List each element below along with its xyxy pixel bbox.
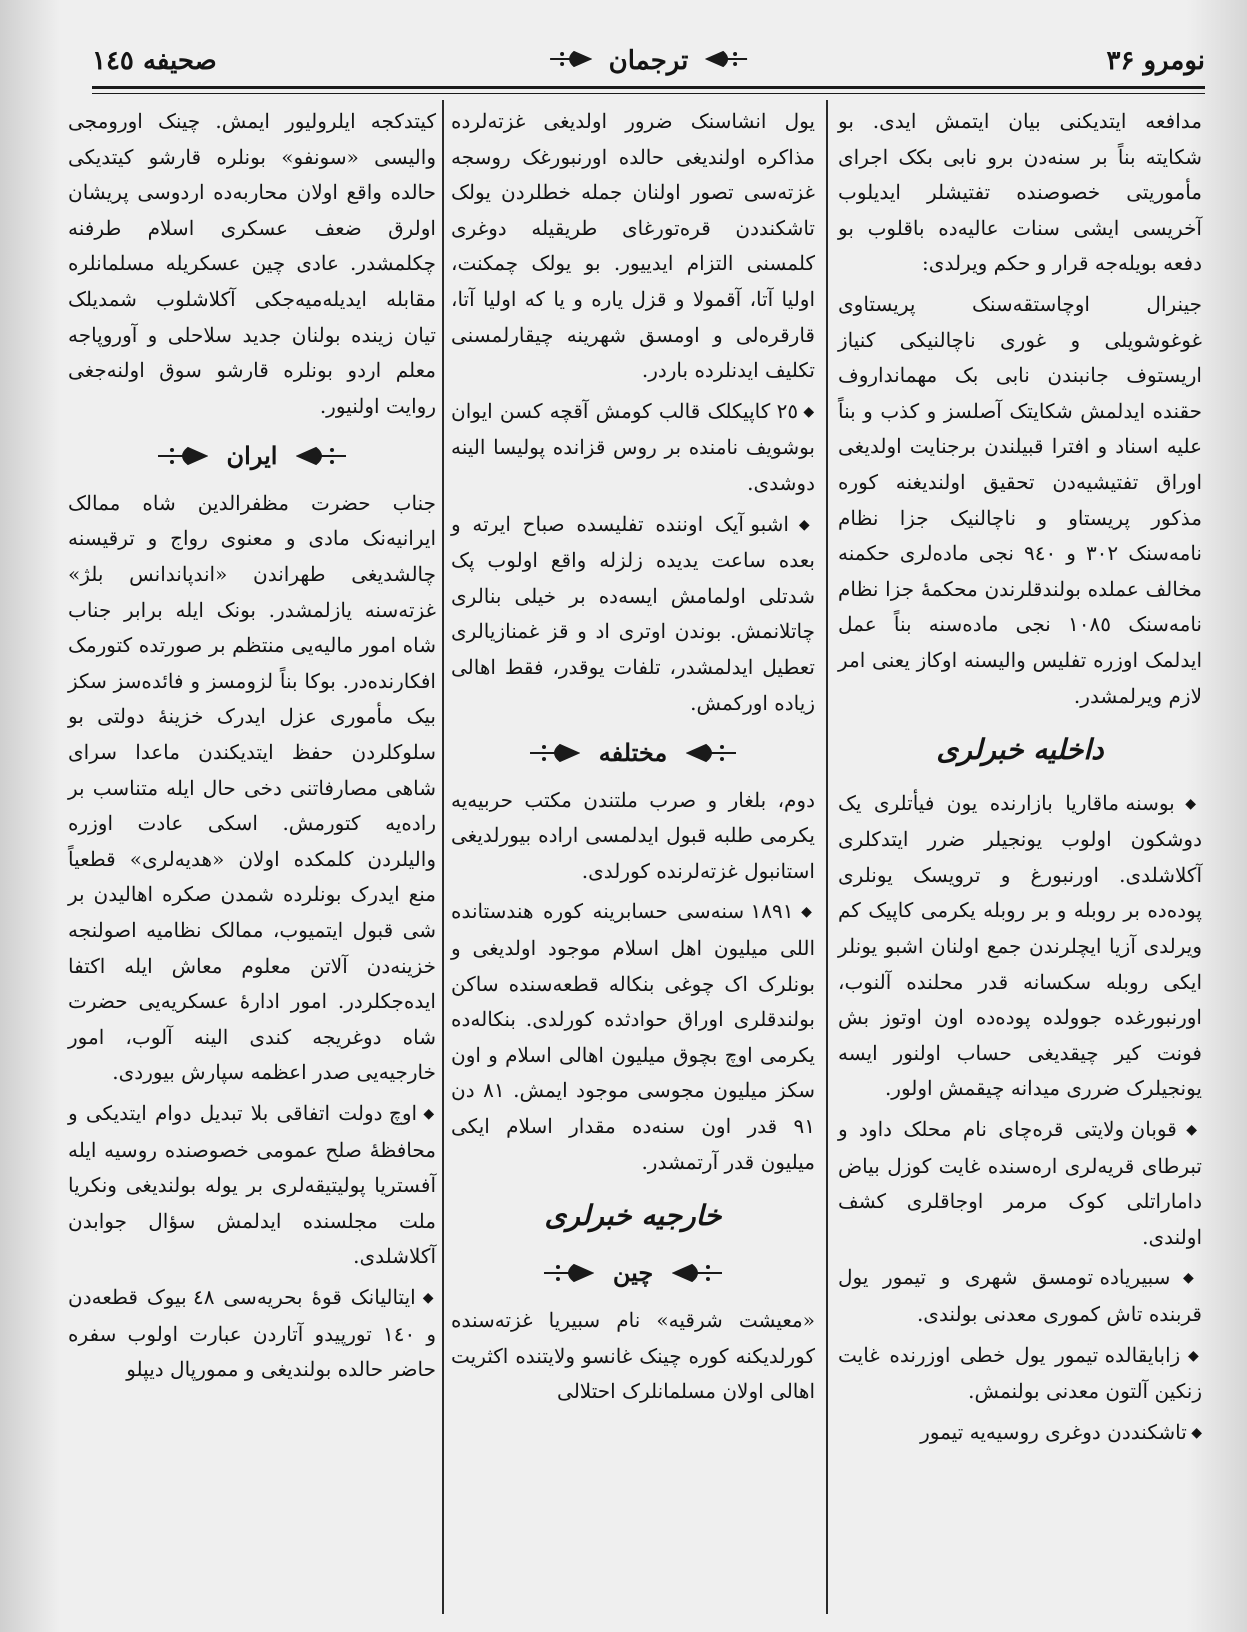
section-title: ایران [226,440,278,470]
column-right [838,104,1202,1456]
issue-number: نومرو ۳۶ [1106,46,1205,76]
news-item: ◆ ۱۸۹۱ سنه‌سی حسابرینه کوره هندستانده اللی میلیون اهل اسلام موجود اولدیغی و بونلرک اک چوغی بنکاله قطعه‌سنده ساکن بولندقلری اوراق حوادثده کورلدی. بنکاله‌ده یکرمی اوچ بچوق میلیون اهالی اسلام و اون سکز میلیون مجوسی موجود ایمش. ۸۱ دن ۹۱ قدر اون سنه‌ده مقدار اسلام ایکی میلیون قدر آرتمشدر. [451,894,815,1180]
column-left [68,104,436,1393]
section-heading-iran [68,434,436,476]
news-item: ◆ سبیریاده تومسق شهری و تیمور یول قربنده تاش کموری معدنی بولندی. [838,1260,1202,1332]
news-item: ◆ تاشکنددن دوغری روسیه‌یه تیمور [838,1415,1202,1452]
article-paragraph: یول انشاسنک ضرور اولدیغی غزته‌لرده مذاکره اولندیغی حالده اورنبورغک روسجه غزته‌سی تصور اولنان جمله خطلردن یولک تاشکنددن قره‌تورغای طریقیله دوغری کلمسنی التزام ایدییور. بو یولک چمکنت، اولیا آتا، آقمولا و قزل یاره و یا که اولیا آتا، قارقره‌لی و اومسق شهرینه چیقارلمسنی تکلیف ایدنلرده باردر. [451,109,815,383]
section-title: خارجیه خبرلری [544,1198,722,1232]
article-paragraph: «معیشت شرقیه» نام سبیریا غزته‌سنده کورلدیکنه کوره چینک غانسو ولایتنده اکثریت اهالی اولان مسلمانلرک احتلالی [451,1308,815,1404]
page-edge-shadow-left [0,0,60,1632]
ornament-flourish-icon [156,445,208,467]
ornament-flourish-icon [542,1262,594,1284]
article-paragraph: کیتدکجه ایلرولیور ایمش. چینک اورومجی والیسی «سونفو» بونلره قارشو کیتدیکی حالده واقع اولان محاربه‌ده اردوسی پریشان اولرق ضعف عسکری اسلام طرفنه چکلمشدر. عادی چین عسکریله مسلمانلره مقابله ایدیله‌میه‌جکی آکلاشلوب شمدیلک تیان زینده بولنان جدید سلاحلی و آوروپاجه معلم اردو بونلره قارشو سوق اولنه‌جغی روایت اولنیور. [68,109,436,418]
section-heading-china [451,1252,815,1294]
ornament-flourish-icon [528,742,580,764]
page-number: صحیفه ۱٤٥ [92,46,217,76]
masthead-text: ترجمان [608,46,689,76]
news-item: ◆ ۲٥ کاپیکلک قالب کومش آقچه کسن ایوان بوشویف نامنده بر روس قزانده پولیسا الینه دوشدی. [451,394,815,502]
news-item: ◆ اشبو آیک اوننده تفلیسده صباح ایرته و بعده ساعت یدیده زلزله واقع اولوب پک شدتلی اولمامش ایسه‌ده بر خیلی بنالری چاتلانمش. بوندن اوتری اد و قز غمنازیالری تعطیل ایدلمشدر، تلفات یوقدر، فقط اهالی زیاده اورکمش. [451,507,815,722]
ornament-flourish-icon [686,742,738,764]
article-paragraph: جناب حضرت مظفرالدین شاه ممالک ایرانیه‌نک مادی و معنوی رواج و ترقیسنه چالشدیغی طهراندن «اندپاندانس بلژ» غزته‌سنه یازلمشدر. بونک ایله برابر جناب شاه امور مالیه‌یی منتظم بر صورتده کتورمک افکارنده‌در. بوکا بناً لزومسز و فائده‌سز سکز بیک مأموری عزل ایدرک خزینهٔ دولتی بو سلوکلردن حفظ ایتدیکندن ماعدا سرای شاهی مصارفاتنی دخی حال ایله متناسب بر راده‌یه کتورمش. اسکی عادت اوزره والیلردن کلمکده اولان «هدیه‌لری» قطعیاً منع ایدرک بونلرده شمدن صکره اهالیدن بر شی قبول ایتمیوب، ممالک نظامیه اصولنجه خزینه‌دن آلاتن معلوم معاش ایله اکتفا ایده‌جکلردر. امور ادارهٔ عسکریه‌یی حضرت شاه دوغریجه کندی الینه آلوب، امور خارجیه‌یی صدر اعظمه سپارش بیوردی. [68,490,436,1085]
article-paragraph: دوم، بلغار و صرب ملتندن مکتب حربیه‌یه یکرمی طلبه قبول ایدلمسی اراده بیورلدیغی استانبول غزته‌لرنده کورلدی. [451,787,815,883]
ornament-flourish-icon [705,45,749,79]
ornament-flourish-icon [672,1262,724,1284]
news-item: ◆ ایتالیانک قوهٔ بحریه‌سی ٤۸ بیوک قطعه‌دن و ۱٤۰ تورپیدو آتاردن عبارت اولوب سفره حاضر حالده بولندیغی و ممورپال دیپلو [68,1280,436,1388]
section-title: داخلیه خبرلری [936,732,1104,766]
column-divider [442,100,444,1614]
ornament-flourish-icon [296,445,348,467]
header-rule [92,86,1205,94]
section-heading-miscellaneous [451,731,815,773]
masthead-title [548,44,750,79]
page-header [92,40,1205,88]
news-item: ◆ قوبان ولایتی قره‌چای نام محلک داود و تبرطای قریه‌لری اره‌سنده غایت کوزل بیاض داماراتلی کوک مرمر اوجاقلری کشف اولندی. [838,1112,1202,1255]
column-middle [451,104,815,1415]
section-title: مختلفه [598,737,668,767]
section-title: چین [612,1258,654,1288]
section-heading-domestic [838,726,1202,772]
column-divider [826,100,828,1614]
section-heading-foreign [451,1192,815,1238]
news-item: ◆ زابایقالده تیمور یول خطی اوزرنده غایت زنکین آلتون معدنی بولنمش. [838,1338,1202,1410]
article-paragraph: مدافعه ایتدیکنی بیان ایتمش ایدی. بو شکا‌یته بناً بر سنه‌دن برو نابی بکک اجرای مأموریتی خصوصنده تفتیشلر ایدیلوب آخریسی ایشی سنات عالیه‌ده باقلوب بو دفعه بویله‌جه قرار و حکم ویرلدی: [838,109,1202,276]
article-paragraph: جینرال اوچاستقه‌سنک پریستاوی غوغوشویلی و غوری ناچالنیکی کنیاز اریستوف جانبندن نابی بک مهماندارو‌ف حقنده ایدلمش شکایتک آصلسز و کذب و بناً علیه اسناد و افترا قبیلندن برجنایت اولدیغی اوراق تفتیشیه‌دن تحقیق اولندیغنه کوره مذکور پریستاو و ناچالنیک جزا نظام نامه‌سنک ۳۰۲ و ۹٤۰ نجی ماده‌لری حکمنه مخالف عملده بولندقلرندن محکمهٔ جزا نظام نامه‌سنک ۱۰۸٥ نجی ماده‌سنه بناً عمل ایدلمک اوزره تفلیس والیسنه اوکاز یعنی امر لازم ویرلمشدر. [838,291,1202,708]
news-item: ◆ اوچ دولت اتفاقی بلا تبدیل دوام ایتدیکی و محافظهٔ صلح عمومی خصوصنده روسیه ایله آفستریا پولیتیقه‌لری بر یوله بولندیغی ونکریا ملت مجلسنده ایدلمش سؤال جوابدن آکلاشلدی. [68,1096,436,1275]
news-item: ◆ بوسنه ماقاریا بازارنده یون فیأتلری یک دوشکون اولوب یونجیلر ضرر ایتدکلری آکلاشلدی. اورنبورغ و ترویسک یونلری پوده‌ده بر روبله و بر روبله یکرمی کاپیک کم ویرلدی آزیا ایچلرندن جمع اولنان اشبو یونلر ایکی روبله سکسانه قدر محلنده آلنوب، اورنبورغده جوولده پوده‌ده اون اوتوز بش فونت کیر چیقدیغی حساب اولنور ایسه یونجیلرک ضرری میدانه چیقمش اولور. [838,786,1202,1107]
ornament-flourish-icon [548,45,592,79]
